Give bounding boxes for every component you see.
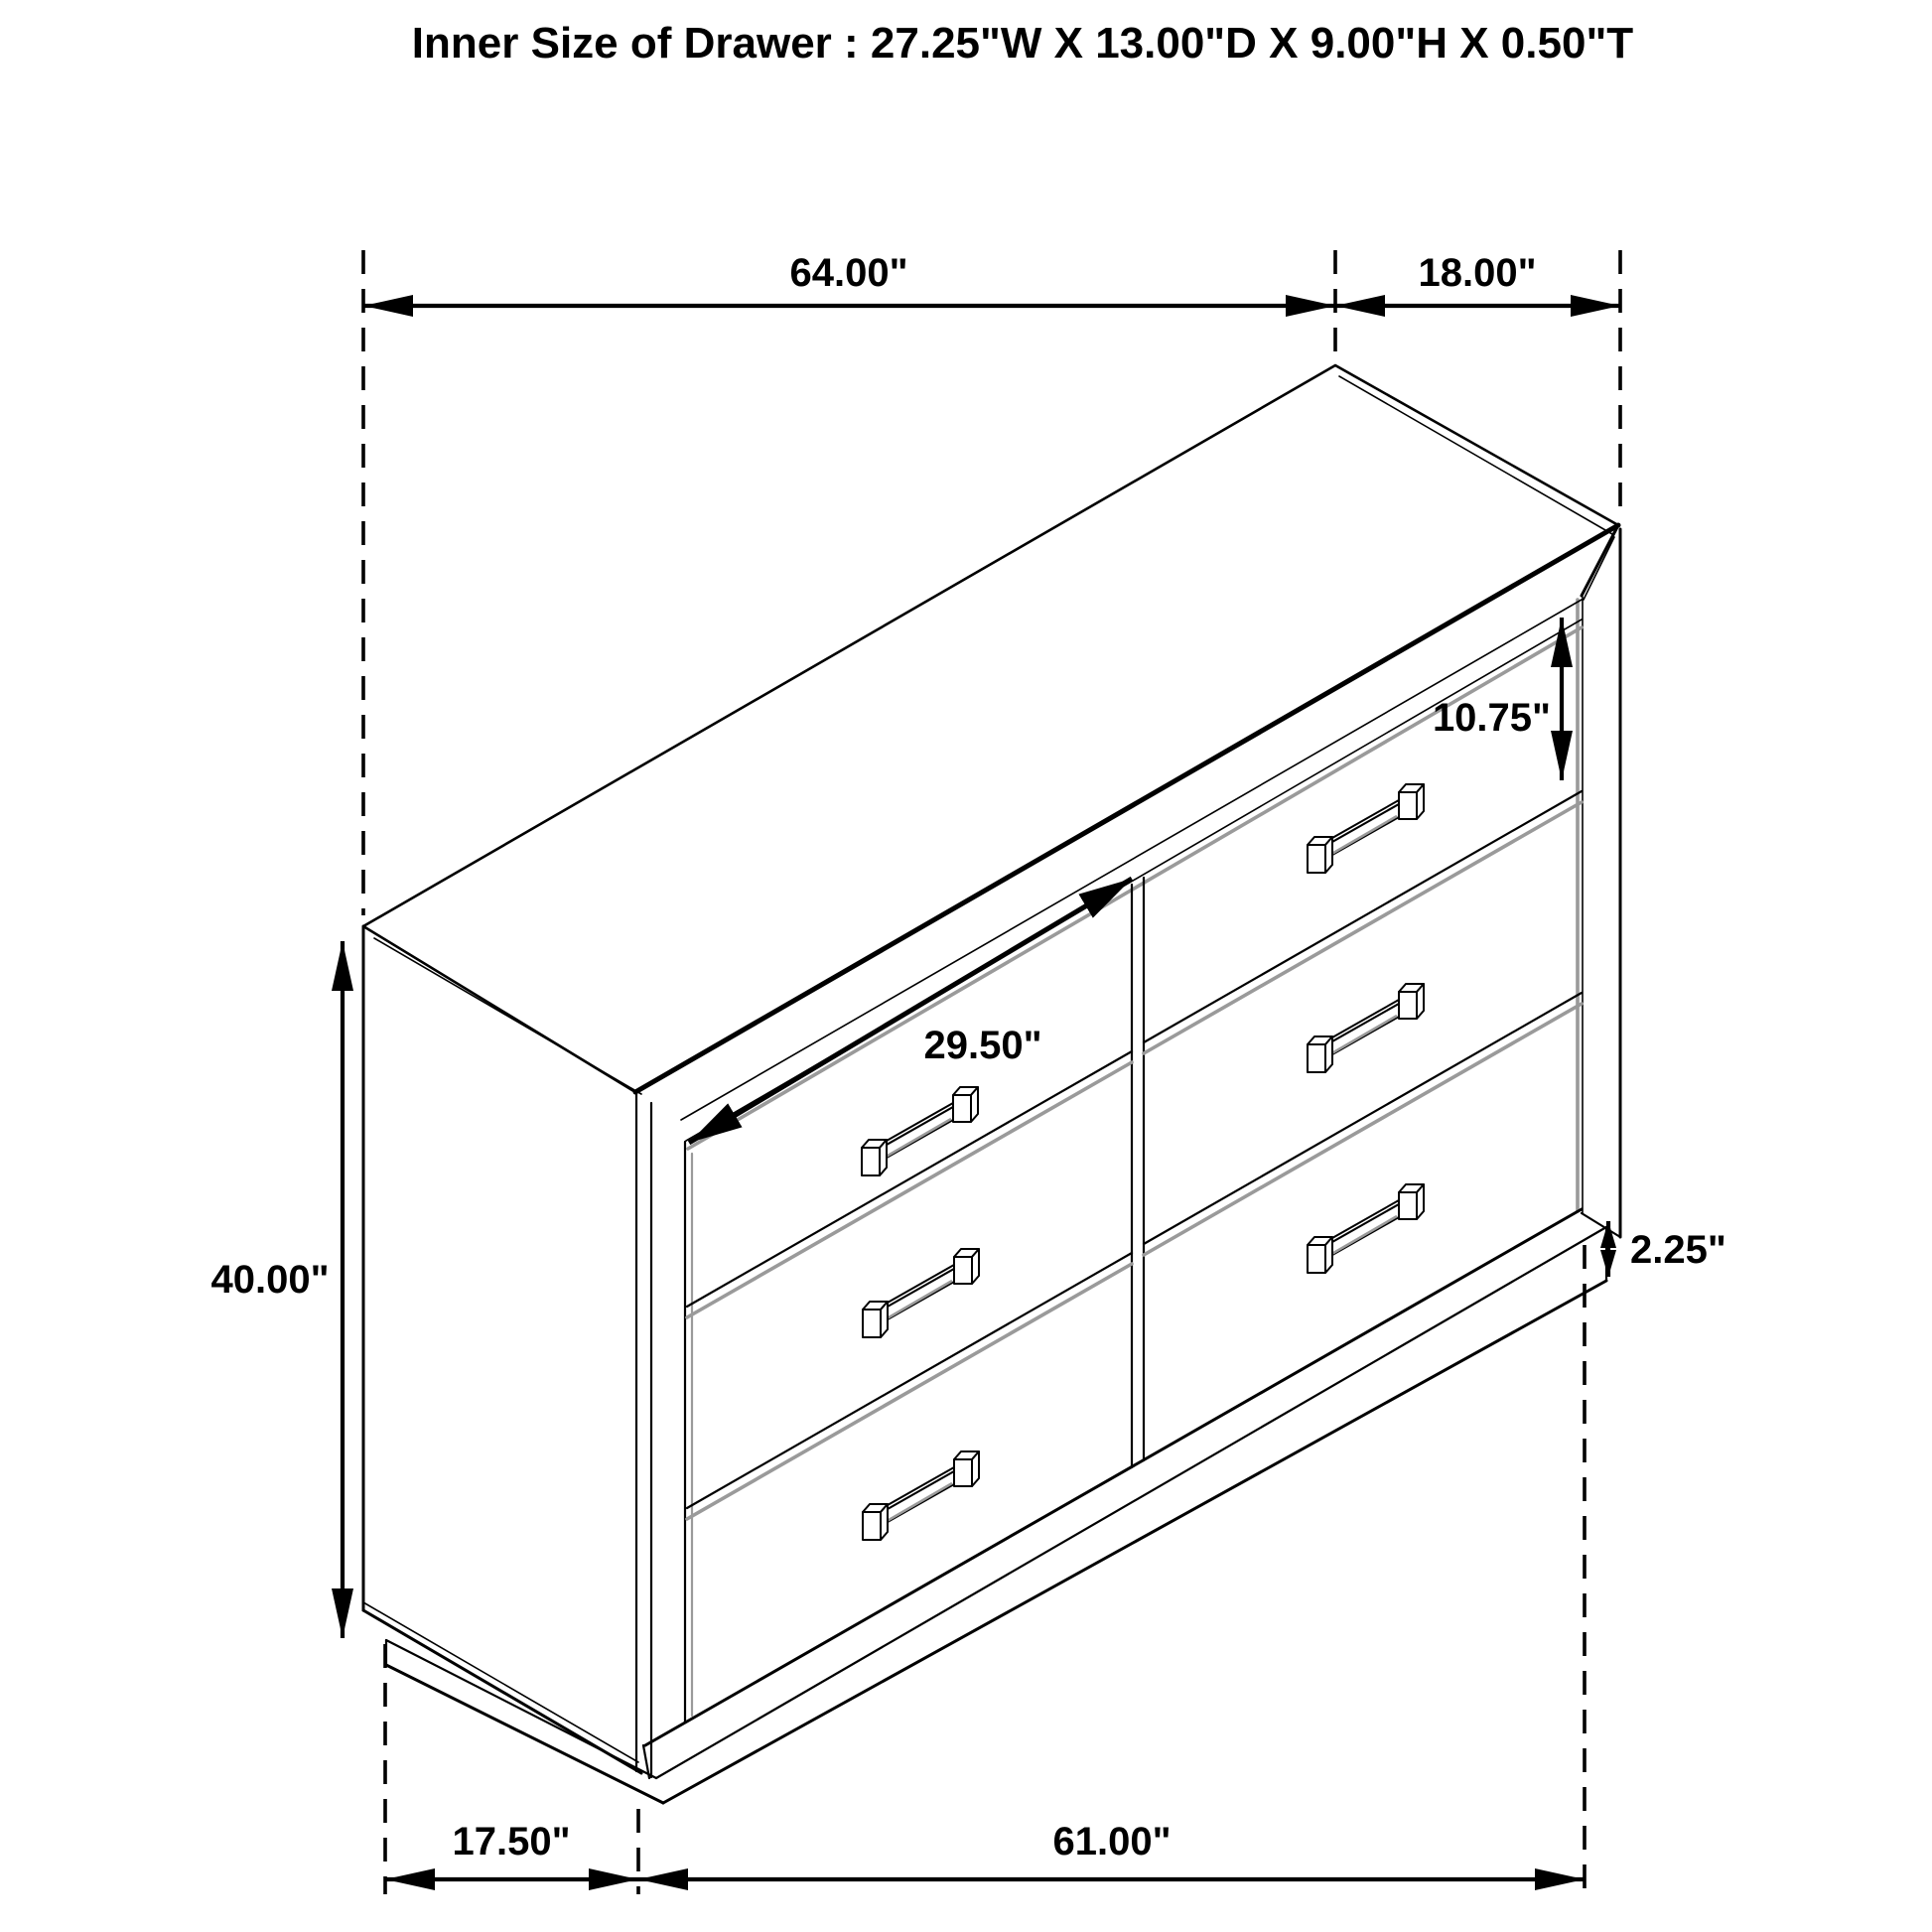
drawer-diagonal-width-label: 29.50" [923,1024,1042,1067]
dimension-bottom-front-width [638,1820,1585,1879]
dimension-top-depth [1335,251,1620,306]
dimension-overall-height [210,941,343,1638]
overall-height-label: 40.00" [210,1258,330,1302]
base-height-label: 2.25" [1630,1228,1726,1272]
dimension-base-height [1608,1221,1726,1277]
page-title: Inner Size of Drawer : 27.25"W X 13.00"D X 9.00"H X 0.50"T [411,19,1634,68]
bottom-side-depth-label: 17.50" [452,1820,571,1863]
first-drawer-height-label: 10.75" [1432,696,1551,740]
dresser-body [363,365,1620,1803]
bottom-front-width-label: 61.00" [1052,1820,1172,1863]
top-width-label: 64.00" [789,251,908,295]
top-depth-label: 18.00" [1418,251,1537,295]
dimension-top-width [363,251,1335,306]
dimension-bottom-side-depth [385,1820,638,1879]
